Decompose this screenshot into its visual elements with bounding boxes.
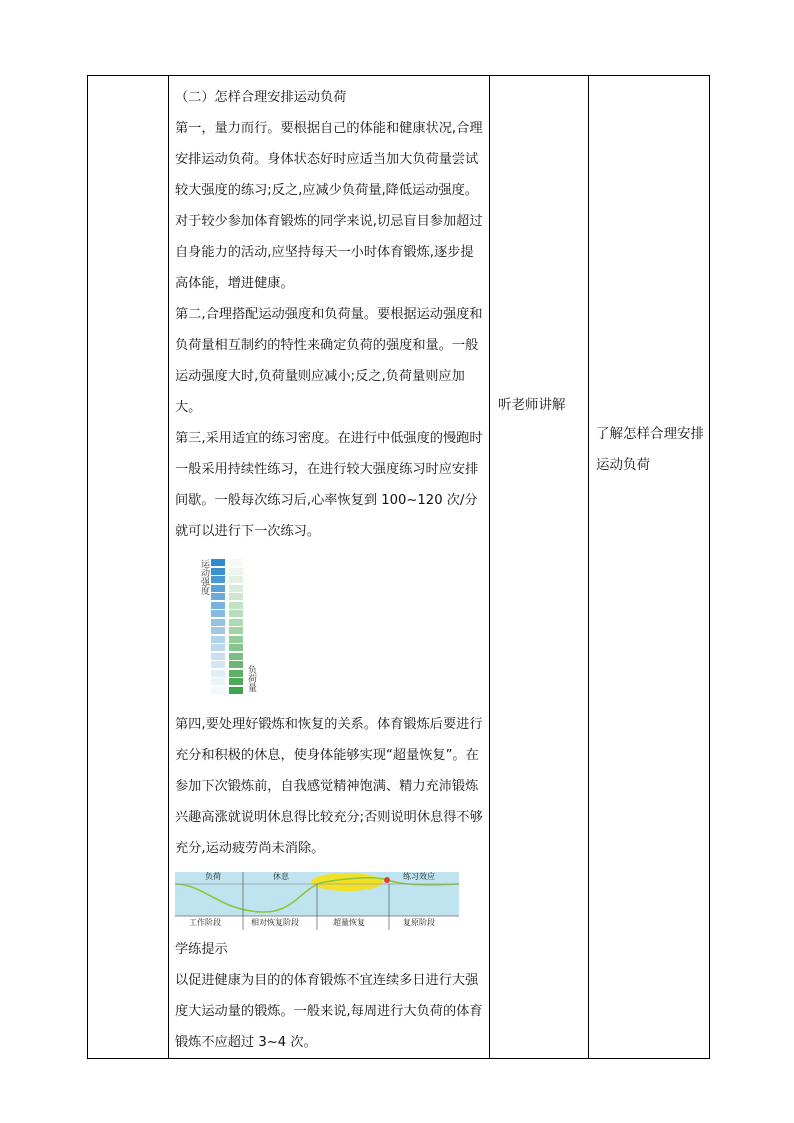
load-bar-segment	[229, 602, 243, 609]
load-bar-segment	[229, 559, 243, 566]
teaching-content-cell	[169, 76, 490, 1059]
intensity-label: 运动强度	[199, 559, 209, 595]
load-bar-segment	[229, 585, 243, 592]
load-bar-segment	[229, 593, 243, 600]
load-bar-segment	[229, 678, 243, 685]
paragraph-4: 第四,要处理好锻炼和恢复的关系。体育锻炼后要进行充分和积极的休息，使身体能够实现“超量恢复”。在参加下次锻炼前，自我感觉精神饱满、精力充沛锻炼兴趣高涨就说明休息得比较充分;否则说明休息得不够充分,运动疲劳尚未消除。	[175, 717, 483, 856]
design-intent-text: 了解怎样合理安排运动负荷	[596, 426, 704, 473]
intensity-bar-segment	[211, 636, 225, 643]
intensity-bar-segment	[211, 653, 225, 660]
load-bar-segment	[229, 687, 243, 694]
label-supercompensation: 超量恢复	[333, 918, 365, 927]
load-bar-segment	[229, 627, 243, 634]
teacher-activity-cell	[490, 76, 589, 1059]
tip-text: 以促进健康为目的的体育锻炼不宜连续多日进行大强度大运动量的锻炼。一般来说,每周进行大负荷的体育锻炼不应超过 3~4 次。	[175, 973, 483, 1050]
intensity-bar-segment	[211, 687, 225, 694]
intensity-load-figure	[199, 553, 263, 705]
label-restoration-phase: 复原阶段	[403, 918, 435, 927]
load-bar-segment	[229, 636, 243, 643]
intensity-bar-segment	[211, 602, 225, 609]
intensity-bar-segment	[211, 661, 225, 668]
design-intent-cell	[589, 76, 710, 1059]
intensity-bar-segment	[211, 593, 225, 600]
load-label: 负荷量	[246, 665, 256, 692]
paragraph-3: 第三,采用适宜的练习密度。在进行中低强度的慢跑时一般采用持续性练习，在进行较大强度练习时应安排间歇。一般每次练习后,心率恢复到 100~120 次/分就可以进行下一次练习。	[175, 431, 483, 539]
label-rest: 休息	[273, 872, 289, 881]
load-bar-segment	[229, 653, 243, 660]
load-bar-segment	[229, 670, 243, 677]
label-relative-recovery: 相对恢复阶段	[251, 918, 299, 927]
intensity-bar-segment	[211, 644, 225, 651]
load-bar-segment	[229, 644, 243, 651]
empty-cell	[88, 76, 169, 1059]
load-bar-segment	[229, 610, 243, 617]
paragraph-2: 第二,合理搭配运动强度和负荷量。要根据运动强度和负荷量相互制约的特性来确定负荷的强度和量。一般运动强度大时,负荷量则应减小;反之,负荷量则应加大。	[175, 307, 483, 415]
recovery-diagram	[175, 870, 459, 930]
lesson-table	[87, 75, 710, 1059]
intensity-bar-column	[211, 559, 225, 695]
tip-title: 学练提示	[175, 942, 228, 957]
intensity-bar-segment	[211, 610, 225, 617]
intensity-bar-segment	[211, 678, 225, 685]
intensity-bar-segment	[211, 627, 225, 634]
label-work-phase: 工作阶段	[189, 918, 221, 927]
load-bar-column	[229, 559, 243, 695]
section-title: （二）怎样合理安排运动负荷	[175, 90, 347, 105]
intensity-bar-segment	[211, 568, 225, 575]
intensity-bar-segment	[211, 576, 225, 583]
load-bar-segment	[229, 619, 243, 626]
intensity-bar-segment	[211, 619, 225, 626]
label-training-effect: 练习效应	[403, 872, 435, 881]
label-load: 负荷	[205, 872, 221, 881]
paragraph-1: 第一，量力而行。要根据自己的体能和健康状况,合理安排运动负荷。身体状态好时应适当加大负荷量尝试较大强度的练习;反之,应减少负荷量,降低运动强度。对于较少参加体育锻炼的同学来说,切忌盲目参加超过自身能力的活动,应坚持每天一小时体育锻炼,逐步提高体能，增进健康。	[175, 121, 483, 291]
load-bar-segment	[229, 576, 243, 583]
load-bar-segment	[229, 661, 243, 668]
intensity-bar-segment	[211, 559, 225, 566]
teacher-activity-text: 听老师讲解	[498, 397, 566, 413]
load-bar-segment	[229, 568, 243, 575]
intensity-bar-segment	[211, 585, 225, 592]
intensity-bar-segment	[211, 670, 225, 677]
effect-point	[384, 877, 390, 883]
